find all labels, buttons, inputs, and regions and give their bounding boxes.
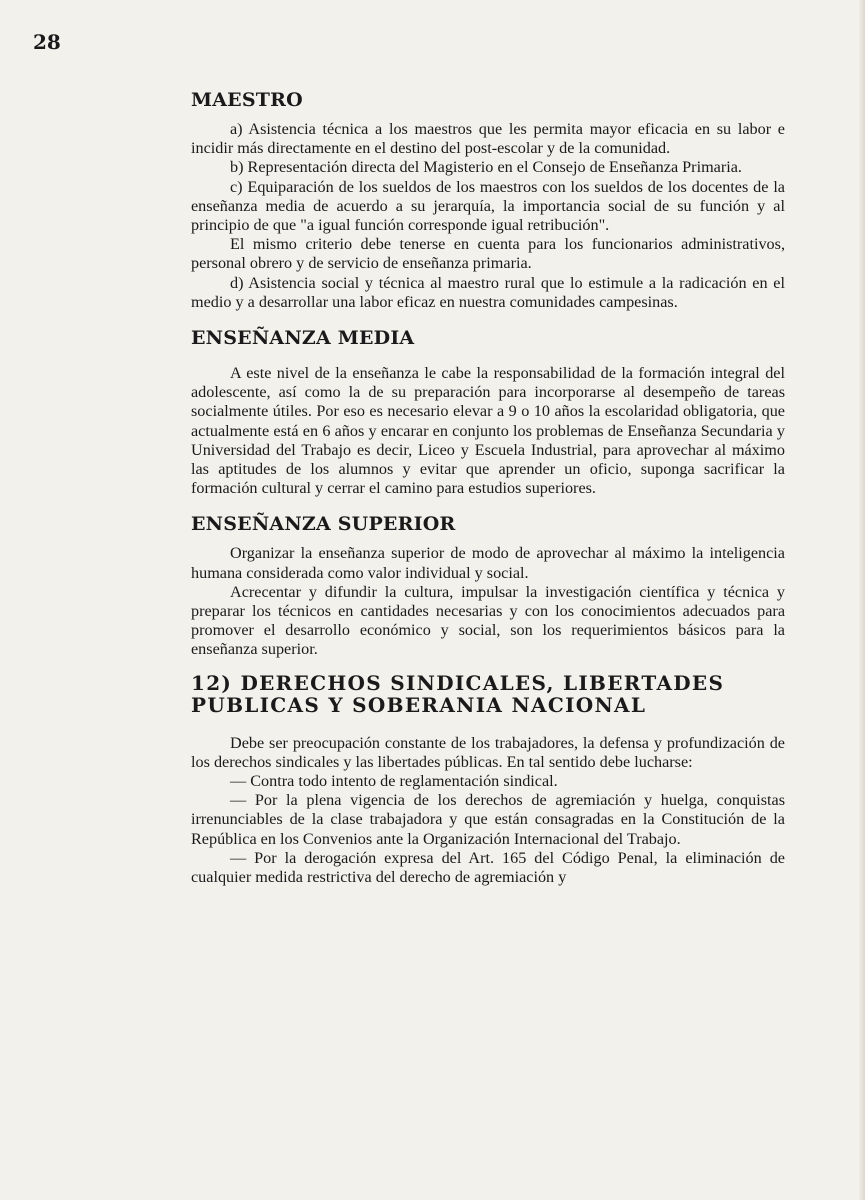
paragraph: Acrecentar y difundir la cultura, impulsar la investigación científica y técnica y preparar los técnicos en cantidades necesarias y con los conocimientos adecuados para promover el desarrollo económico y social, son los requerimientos básicos para la enseñanza superior.	[191, 582, 785, 659]
heading-derechos-sindicales: 12) DERECHOS SINDICALES, LIBERTADES PUBLICAS Y SOBERANIA NACIONAL	[191, 670, 725, 717]
heading-ensenanza-superior: ENSEÑANZA SUPERIOR	[191, 513, 456, 536]
paragraph: c) Equiparación de los sueldos de los maestros con los sueldos de los docentes de la enseñanza media de acuerdo a su jerarquía, la importancia social de su función y al principio de que "a igual función corresponde igual retribución".	[191, 177, 785, 235]
paragraph: b) Representación directa del Magisterio en el Consejo de Enseñanza Primaria.	[230, 158, 742, 177]
paragraph: Organizar la enseñanza superior de modo de aprovechar al máximo la inteligencia humana considerada como valor individual y social.	[191, 544, 785, 582]
list-item: — Por la plena vigencia de los derechos de agremiación y huelga, conquistas irrenunciables de la clase trabajadora y que están consagradas en la Constitución de la República en los Convenios ante la Organización Internacional del Trabajo.	[191, 791, 785, 848]
page-body	[191, 86, 785, 887]
list-item: — Por la derogación expresa del Art. 165 del Código Penal, la eliminación de cualquier medida restrictiva del derecho de agremiación y	[191, 848, 785, 887]
page-edge-shadow	[859, 0, 865, 1200]
paragraph: a) Asistencia técnica a los maestros que les permita mayor eficacia en su labor e incidir más directamente en el destino del post-escolar y de la comunidad.	[191, 120, 785, 158]
paragraph: Debe ser preocupación constante de los trabajadores, la defensa y profundización de los derechos sindicales y las libertades públicas. En tal sentido debe lucharse:	[191, 733, 785, 771]
list-item: — Contra todo intento de reglamentación sindical.	[230, 772, 558, 791]
heading-maestro: MAESTRO	[191, 89, 303, 111]
paragraph: El mismo criterio debe tenerse en cuenta para los funcionarios administrativos, personal obrero y de servicio de enseñanza primaria.	[191, 235, 785, 273]
heading-ensenanza-media: ENSEÑANZA MEDIA	[191, 327, 415, 350]
paragraph: A este nivel de la enseñanza le cabe la responsabilidad de la formación integral del adolescente, así como la de su preparación para incorporarse al desempeño de tareas socialmente útiles. Por eso es necesario elevar a 9 o 10 años la escolaridad obligatoria, que actualmente está en 6 años y encarar en conjunto los problemas de Enseñanza Secundaria y Universidad del Trabajo es decir, Liceo y Escuela Industrial, para aprovechar al máximo las aptitudes de los alumnos y evitar que aprender un oficio, suponga sacrificar la formación cultural y cerrar el camino para estudios superiores.	[191, 364, 785, 498]
paragraph: d) Asistencia social y técnica al maestro rural que lo estimule a la radicación en el medio y a desarrollar una labor eficaz en nuestra comunidades campesinas.	[191, 273, 785, 311]
page-number: 28	[33, 30, 61, 54]
